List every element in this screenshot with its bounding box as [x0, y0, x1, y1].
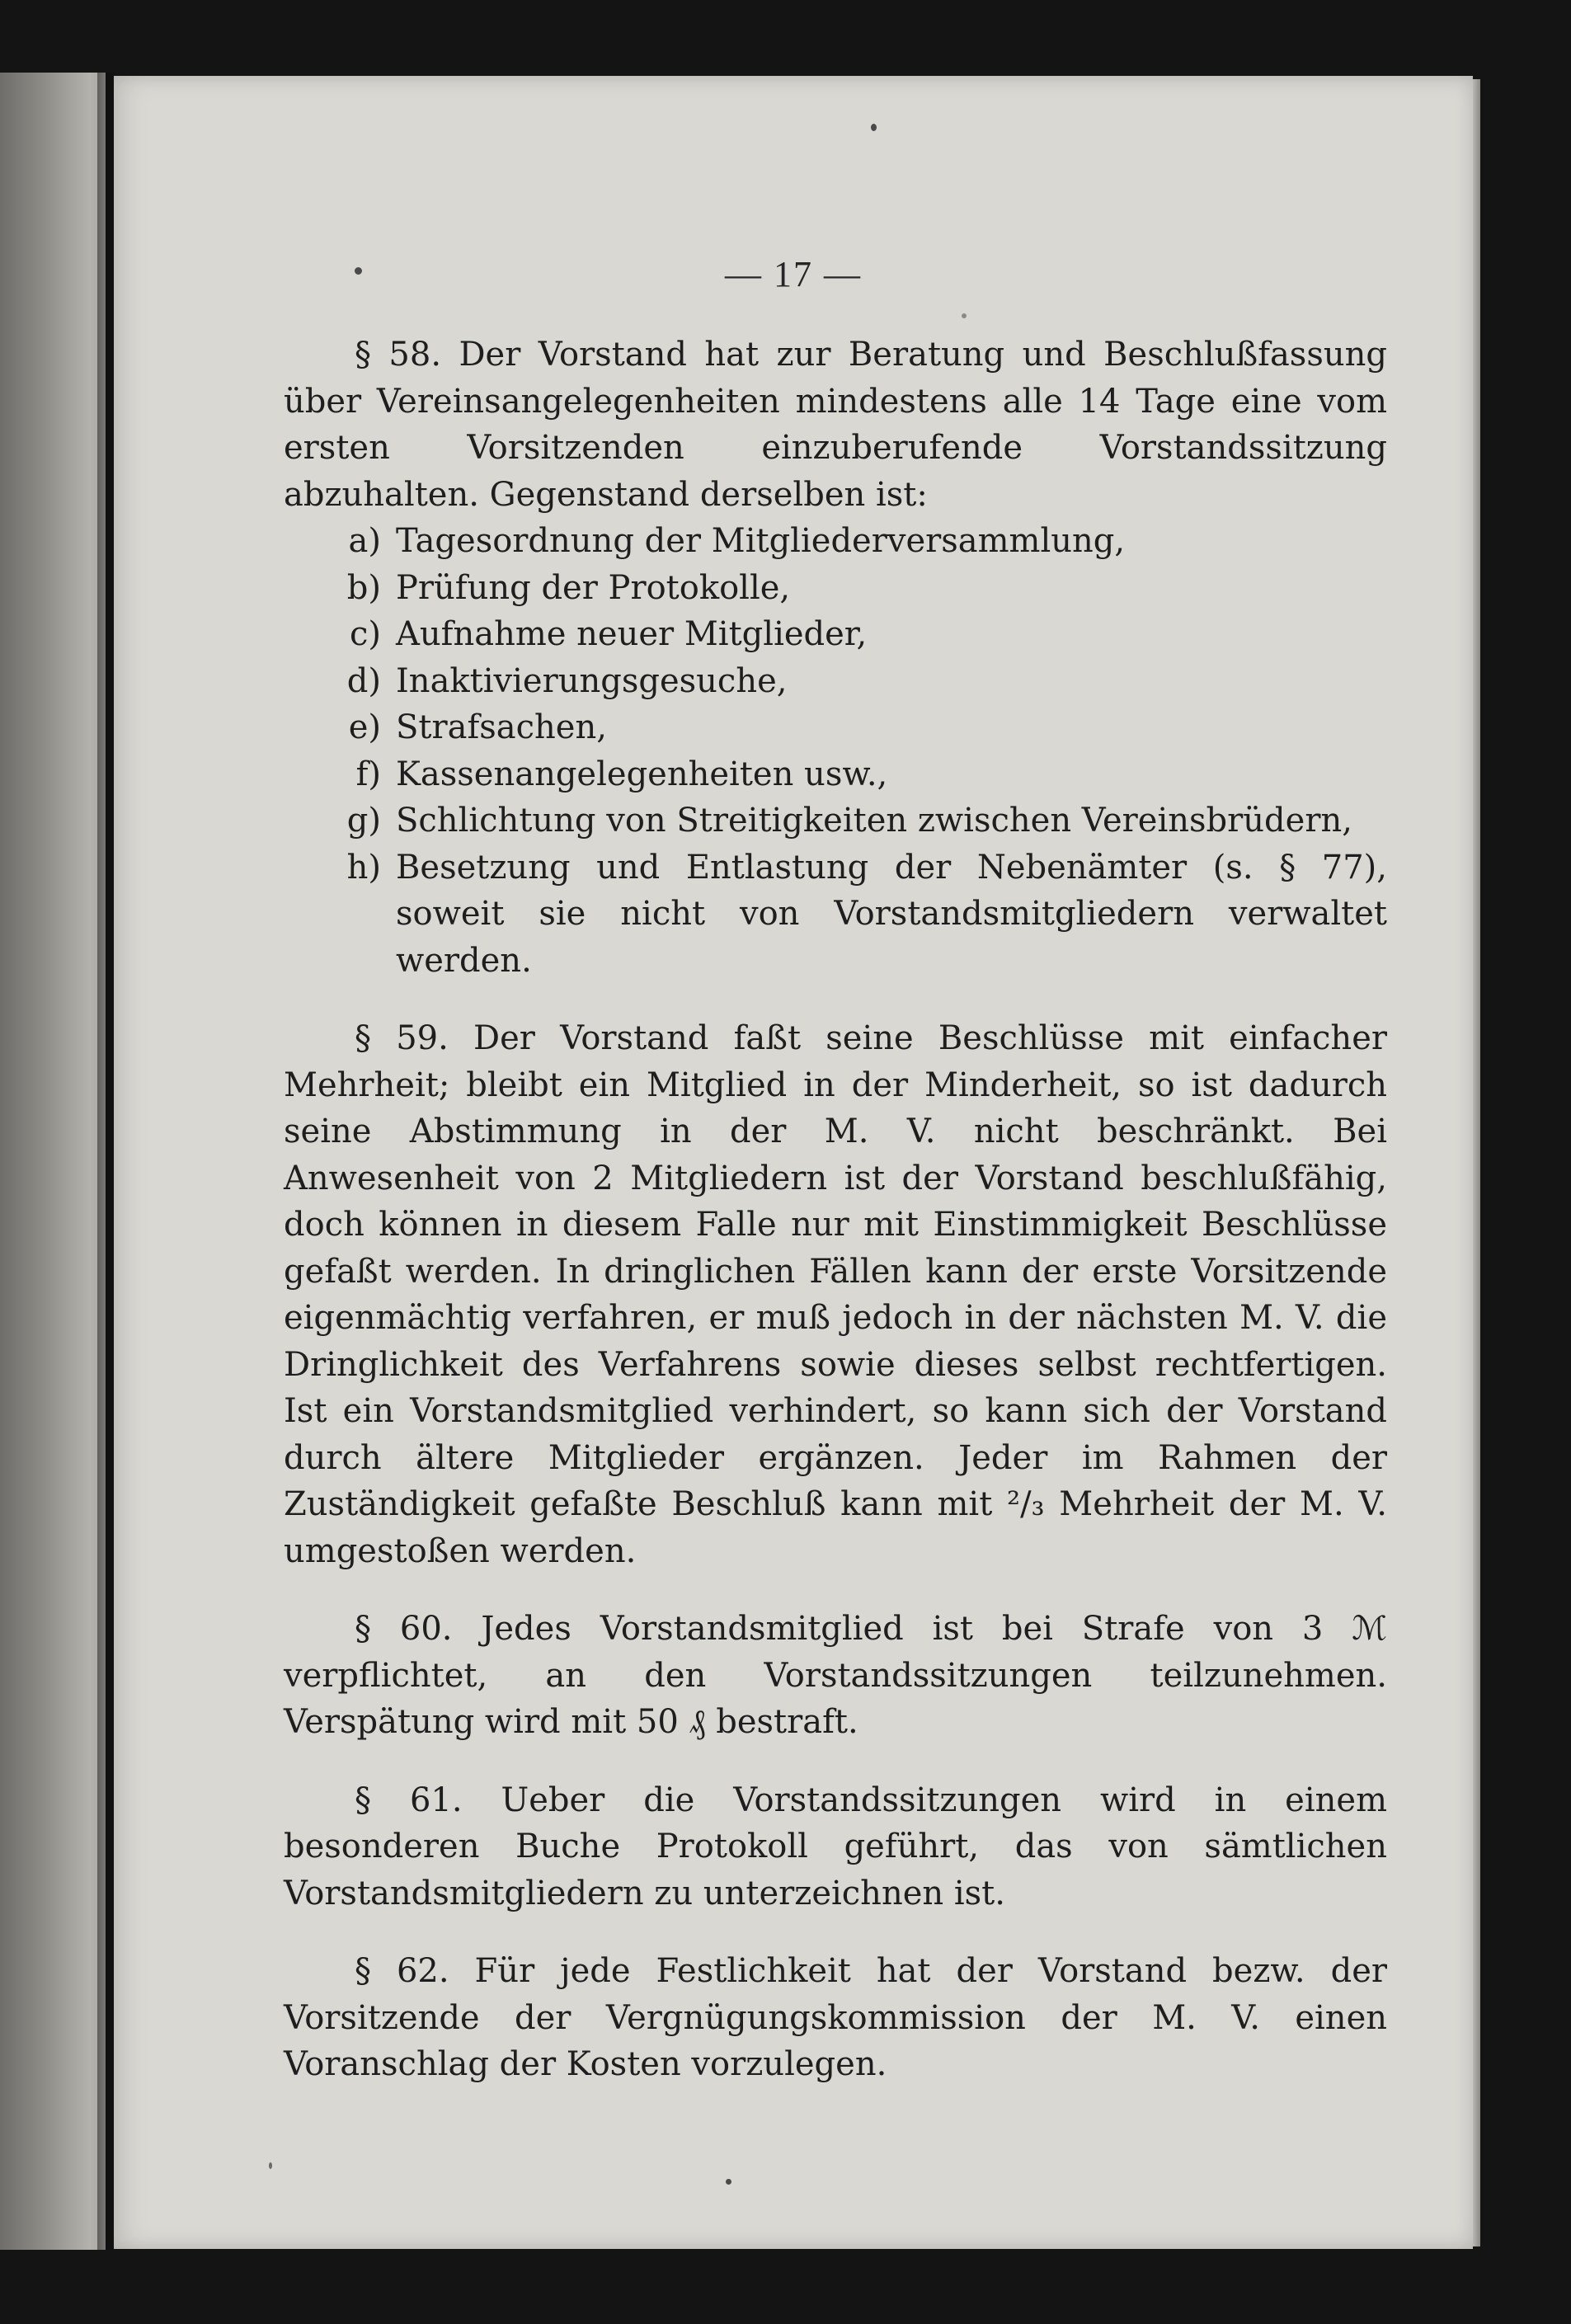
- list-item-text: Strafsachen,: [396, 708, 607, 746]
- list-item: [284, 658, 1387, 705]
- list-item: [284, 844, 1387, 985]
- list-item-text: Kassenangelegenheiten usw.,: [396, 755, 888, 793]
- list-item: [284, 797, 1387, 844]
- list-item-letter: d): [346, 661, 381, 700]
- list-item-letter: h): [346, 848, 381, 887]
- list-item-text: Inaktivierungsgesuche,: [396, 661, 788, 700]
- list-item-text: Prüfung der Protokolle,: [396, 568, 791, 607]
- previous-page-edge: [0, 73, 106, 2250]
- list-item-text: Aufnahme neuer Mitglieder,: [396, 615, 868, 653]
- page-edge: [1473, 79, 1480, 2246]
- paragraph-62: § 62. Für jede Festlichkeit hat der Vorstand bezw. der Vorsitzende der Vergnügungskommission der M. V. einen Voranschlag der Kosten vorzulegen.: [284, 1952, 1387, 2083]
- paper-speck: [871, 124, 877, 131]
- list-item-letter: a): [348, 522, 381, 560]
- list-item: [284, 751, 1387, 798]
- list-item: [284, 518, 1387, 565]
- agenda-list: [284, 518, 1387, 984]
- page-body: [284, 332, 1387, 2088]
- list-item: [284, 611, 1387, 658]
- paper-speck: [269, 2162, 272, 2169]
- paragraph-58: § 58. Der Vorstand hat zur Beratung und Beschlußfassung über Vereinsangelegenheiten mindestens alle 14 Tage eine vom ersten Vorsitzenden einzuberufende Vorstandssitzung abzuhalten. Gegenstand derselben ist:: [284, 336, 1387, 514]
- paper-speck: [355, 267, 362, 275]
- list-item: [284, 565, 1387, 612]
- list-item-letter: e): [348, 708, 381, 746]
- list-item-letter: b): [346, 568, 381, 607]
- list-item-letter: c): [349, 615, 381, 653]
- book-page: [114, 76, 1473, 2249]
- list-item-text: Schlichtung von Streitigkeiten zwischen Vereinsbrüdern,: [396, 802, 1352, 840]
- page-number: — 17 —: [725, 254, 862, 294]
- list-item-letter: f): [355, 755, 381, 793]
- list-item-text: Tagesordnung der Mitgliederversammlung,: [396, 522, 1126, 560]
- paper-speck: [726, 2179, 731, 2185]
- list-item-text: Besetzung und Entlastung der Nebenämter (s. § 77), soweit sie nicht von Vorstandsmitgliedern verwaltet werden.: [396, 848, 1387, 980]
- list-item-letter: g): [346, 802, 381, 840]
- paragraph-61: § 61. Ueber die Vorstandssitzungen wird in einem besonderen Buche Protokoll geführt, das von sämtlichen Vorstandsmitgliedern zu unterzeichnen ist.: [284, 1781, 1387, 1912]
- paragraph-60: § 60. Jedes Vorstandsmitglied ist bei Strafe von 3 ℳ verpflichtet, an den Vorstandssitzungen teilzunehmen. Verspätung wird mit 50 ₰ bestraft.: [284, 1610, 1387, 1741]
- paragraph-59: § 59. Der Vorstand faßt seine Beschlüsse mit einfacher Mehrheit; bleibt ein Mitglied in der Minderheit, so ist dadurch seine Abstimmung in der M. V. nicht beschränkt. Bei Anwesenheit von 2 Mitgliedern ist der Vorstand beschlußfähig, doch können in diesem Falle nur mit Einstimmigkeit Beschlüsse gefaßt werden. In dringlichen Fällen kann der erste Vorsitzende eigenmächtig verfahren, er muß jedoch in der nächsten M. V. die Dringlichkeit des Verfahrens sowie dieses selbst rechtfertigen. Ist ein Vorstandsmitglied verhindert, so kann sich der Vorstand durch ältere Mitglieder ergänzen. Jeder im Rahmen der Zuständigkeit gefaßte Beschluß kann mit ²/₃ Mehrheit der M. V. umgestoßen werden.: [284, 1019, 1387, 1570]
- list-item: [284, 704, 1387, 751]
- paper-speck: [962, 313, 967, 318]
